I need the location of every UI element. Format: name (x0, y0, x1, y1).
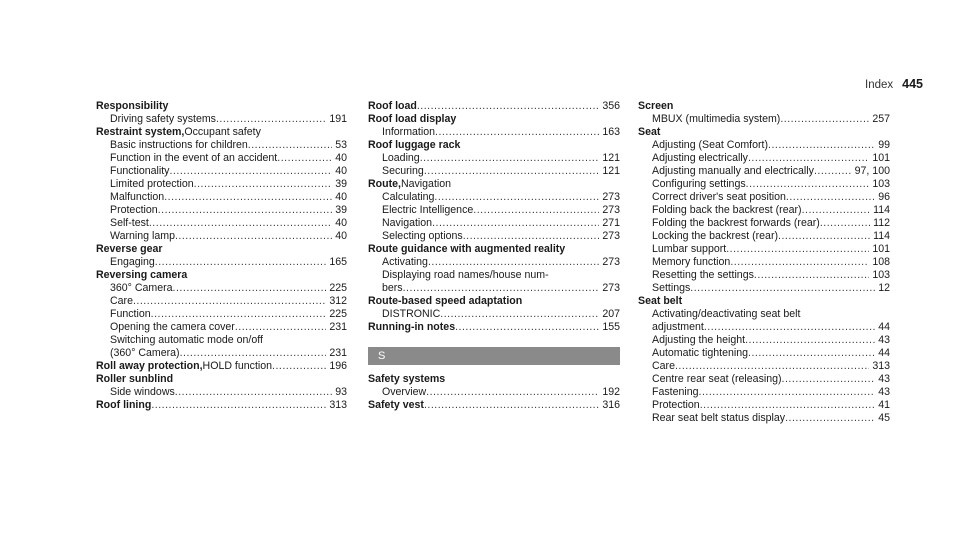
page-reference: 96 (878, 191, 890, 203)
index-subentry (638, 165, 890, 178)
index-subentry (96, 256, 347, 269)
page-reference: 112 (873, 217, 890, 229)
index-heading-line (96, 360, 347, 373)
index-subentry (96, 113, 347, 126)
leader-dots (745, 334, 875, 347)
leader-dots (235, 321, 326, 334)
leader-dots (746, 178, 870, 191)
leader-dots (175, 386, 332, 399)
index-heading-line (368, 295, 620, 308)
page-reference: 196 (329, 360, 347, 372)
subentry-text: Electric Intelligence (382, 204, 474, 216)
page-reference: 273 (602, 230, 620, 242)
leader-dots (730, 256, 869, 269)
index-headword: Roller sunblind (96, 373, 174, 385)
subentry-text: Adjusting electrically (652, 152, 748, 164)
page-reference: 103 (872, 178, 890, 190)
subentry-text: DISTRONIC (382, 308, 441, 320)
leader-dots (690, 282, 875, 295)
leader-dots (432, 217, 599, 230)
index-subentry (638, 269, 890, 282)
index-subentry (368, 230, 620, 243)
subentry-text: Selecting options (382, 230, 463, 242)
index-entry (96, 126, 347, 243)
subentry-text: Locking the backrest (rear) (652, 230, 779, 242)
index-subentry (368, 152, 620, 165)
page-reference: 121 (602, 152, 620, 164)
leader-dots (248, 139, 332, 152)
subentry-text: Information (382, 126, 435, 138)
subentry-text: Limited protection (110, 178, 194, 190)
page-reference: 40 (335, 165, 347, 177)
index-subentry (96, 386, 347, 399)
index-entry (368, 295, 620, 321)
page-reference: 165 (329, 256, 347, 268)
index-subentry (96, 295, 347, 308)
index-subentry (96, 217, 347, 230)
leader-dots (473, 204, 599, 217)
subentry-text: Care (110, 295, 133, 307)
leader-dots (435, 126, 599, 139)
page-reference: 39 (335, 204, 347, 216)
index-heading-line (368, 100, 620, 113)
index-subentry (96, 191, 347, 204)
leader-dots (786, 191, 875, 204)
index-heading-line (368, 321, 620, 334)
leader-dots (748, 152, 869, 165)
subentry-text: Driving safety systems (110, 113, 216, 125)
page-reference: 12 (878, 282, 890, 294)
index-subentry (638, 113, 890, 126)
index-subentry (96, 282, 347, 295)
subentry-text: Function (110, 308, 151, 320)
page-reference: 191 (329, 113, 347, 125)
page-reference: 271 (602, 217, 620, 229)
page-reference: 44 (878, 347, 890, 359)
page-reference: 121 (602, 165, 620, 177)
subentry-text: Switching automatic mode on/off (110, 334, 263, 346)
leader-dots (820, 217, 870, 230)
index-heading-line (368, 399, 620, 412)
index-subentry (638, 282, 890, 295)
index-heading-line (638, 295, 890, 308)
index-heading-line (368, 243, 620, 256)
page-reference: 273 (602, 256, 620, 268)
index-heading-line (96, 373, 347, 386)
page-reference: 108 (872, 256, 890, 268)
subentry-text: Opening the camera cover (110, 321, 235, 333)
leader-dots (780, 113, 869, 126)
subentry-text: Configuring settings (652, 178, 746, 190)
leader-dots (272, 360, 326, 373)
leader-dots (814, 165, 852, 178)
leader-dots (785, 412, 875, 425)
index-column-1 (96, 100, 347, 412)
index-subentry (638, 334, 890, 347)
leader-dots (428, 256, 599, 269)
subentry-text: Securing (382, 165, 424, 177)
index-headword: Seat belt (638, 295, 683, 307)
index-headword: Roof lining (96, 399, 152, 411)
index-heading-line (96, 126, 347, 139)
index-entry (96, 399, 347, 412)
page-reference: 40 (335, 152, 347, 164)
subentry-text: Folding the backrest forwards (rear) (652, 217, 820, 229)
index-entry (638, 295, 890, 425)
leader-dots (704, 321, 875, 334)
index-entry (368, 139, 620, 178)
page-reference: 192 (602, 386, 620, 398)
subentry-text: Malfunction (110, 191, 165, 203)
index-entry (96, 373, 347, 399)
page-reference: 44 (878, 321, 890, 333)
page-reference: 257 (872, 113, 890, 125)
index-subentry (638, 217, 890, 230)
leader-dots (802, 204, 871, 217)
section-letter: S (368, 347, 620, 365)
leader-dots (424, 399, 599, 412)
index-entry (96, 243, 347, 269)
leader-dots (277, 152, 332, 165)
subentry-text: Loading (382, 152, 420, 164)
page-reference: 356 (602, 100, 620, 112)
page-reference: 155 (602, 321, 620, 333)
index-heading-line (96, 399, 347, 412)
page-header (865, 77, 923, 91)
page-reference: 312 (329, 295, 347, 307)
page-reference: 43 (878, 334, 890, 346)
subentry-text: Protection (110, 204, 158, 216)
subentry-text: Adjusting manually and electrically (652, 165, 814, 177)
leader-dots (180, 347, 327, 360)
subentry-text: Functionality (110, 165, 170, 177)
leader-dots (748, 347, 875, 360)
page-reference: 40 (335, 191, 347, 203)
subentry-text: adjustment (652, 321, 704, 333)
index-subentry (638, 360, 890, 373)
index-subentry (638, 191, 890, 204)
index-entry (368, 243, 620, 295)
index-entry (368, 178, 620, 243)
index-heading-line (638, 126, 890, 139)
index-label: Index (865, 79, 894, 91)
subentry-text: Rear seat belt status display (652, 412, 786, 424)
page-reference: 53 (335, 139, 347, 151)
index-entry (96, 360, 347, 373)
index-entry (96, 269, 347, 360)
page-reference: 101 (872, 152, 890, 164)
subentry-text: Self-test (110, 217, 149, 229)
subentry-text: Centre rear seat (releasing) (652, 373, 782, 385)
index-subentry (368, 204, 620, 217)
index-subentry (96, 178, 347, 191)
index-subentry (96, 308, 347, 321)
subentry-text: Calculating (382, 191, 435, 203)
index-headword-qualifier: Occupant safety (184, 126, 261, 138)
index-subentry (638, 139, 890, 152)
page-reference: 225 (329, 282, 347, 294)
index-subentry (368, 217, 620, 230)
page-reference: 231 (329, 321, 347, 333)
index-headword: Route guidance with augmented reality (368, 243, 566, 255)
leader-dots (155, 256, 327, 269)
page-reference: 114 (873, 204, 890, 216)
subentry-text: Folding back the backrest (rear) (652, 204, 802, 216)
subentry-text: Fastening (652, 386, 699, 398)
index-subentry (96, 165, 347, 178)
index-headword: Screen (638, 100, 674, 112)
index-entry (368, 399, 620, 412)
leader-dots (149, 217, 332, 230)
leader-dots (700, 399, 876, 412)
leader-dots (440, 308, 599, 321)
leader-dots (216, 113, 326, 126)
index-subentry (96, 347, 347, 360)
index-headword: Safety vest (368, 399, 424, 411)
index-subentry (638, 243, 890, 256)
page-reference: 313 (872, 360, 890, 372)
page-reference: 41 (878, 399, 890, 411)
index-subentry (638, 204, 890, 217)
page-reference: 225 (329, 308, 347, 320)
page-reference: 93 (335, 386, 347, 398)
leader-dots (417, 100, 599, 113)
index-subentry (368, 269, 620, 282)
subentry-text: Lumbar support (652, 243, 727, 255)
leader-dots (434, 191, 599, 204)
subentry-text: Overview (382, 386, 427, 398)
page-reference: 273 (602, 282, 620, 294)
page-reference: 45 (878, 412, 890, 424)
subentry-text: bers (382, 282, 403, 294)
subentry-text: Resetting the settings (652, 269, 754, 281)
index-headword: Seat (638, 126, 661, 138)
leader-dots (726, 243, 869, 256)
index-subentry (638, 256, 890, 269)
page-reference: 273 (602, 204, 620, 216)
index-entry (638, 126, 890, 295)
subentry-text: Settings (652, 282, 691, 294)
index-subentry (638, 386, 890, 399)
page-reference: 163 (602, 126, 620, 138)
subentry-text: Side windows (110, 386, 175, 398)
index-subentry (638, 152, 890, 165)
index-headword: Running-in notes (368, 321, 456, 333)
index-subentry (368, 191, 620, 204)
subentry-text: Automatic tightening (652, 347, 748, 359)
index-subentry (368, 165, 620, 178)
index-heading-line (368, 139, 620, 152)
leader-dots (420, 152, 600, 165)
leader-dots (158, 204, 333, 217)
subentry-text: Engaging (110, 256, 155, 268)
leader-dots (169, 165, 332, 178)
leader-dots (768, 139, 875, 152)
index-headword: Roof load (368, 100, 417, 112)
subentry-text: Correct driver's seat position (652, 191, 786, 203)
leader-dots (173, 282, 327, 295)
subentry-text: Protection (652, 399, 700, 411)
index-heading-line (638, 100, 890, 113)
index-subentry (368, 282, 620, 295)
index-subentry (368, 386, 620, 399)
index-subentry (96, 230, 347, 243)
index-subentry (96, 152, 347, 165)
index-subentry (96, 321, 347, 334)
page-reference: 103 (872, 269, 890, 281)
leader-dots (455, 321, 599, 334)
leader-dots (699, 386, 876, 399)
subentry-text: Adjusting (Seat Comfort) (652, 139, 768, 151)
leader-dots (151, 399, 326, 412)
index-headword-qualifier: Navigation (400, 178, 452, 190)
index-entry (368, 113, 620, 139)
index-entry (638, 100, 890, 126)
page-reference: 40 (335, 230, 347, 242)
page-reference: 313 (329, 399, 347, 411)
subentry-text: Displaying road names/house num- (382, 269, 549, 281)
index-entry (368, 373, 620, 399)
index-column-3 (638, 100, 890, 425)
subentry-text: Memory function (652, 256, 731, 268)
index-subentry (638, 308, 890, 321)
index-heading-line (96, 243, 347, 256)
index-subentry (368, 126, 620, 139)
page-reference: 43 (878, 386, 890, 398)
leader-dots (424, 165, 600, 178)
leader-dots (426, 386, 599, 399)
leader-dots (164, 191, 332, 204)
page-reference: 40 (335, 217, 347, 229)
index-headword: Restraint system, (96, 126, 185, 138)
page-reference: 231 (329, 347, 347, 359)
subentry-text: Activating (382, 256, 428, 268)
leader-dots (175, 230, 332, 243)
index-subentry (96, 204, 347, 217)
leader-dots (463, 230, 600, 243)
index-entry (96, 100, 347, 126)
index-subentry (96, 334, 347, 347)
subentry-text: MBUX (multimedia system) (652, 113, 781, 125)
index-headword: Reversing camera (96, 269, 188, 281)
page-reference: 43 (878, 373, 890, 385)
index-entry (368, 100, 620, 113)
index-subentry (638, 373, 890, 386)
page-reference: 114 (873, 230, 890, 242)
subentry-text: Basic instructions for children (110, 139, 248, 151)
index-subentry (638, 178, 890, 191)
page-reference: 316 (602, 399, 620, 411)
page-reference: 99 (878, 139, 890, 151)
leader-dots (778, 230, 870, 243)
index-headword: Reverse gear (96, 243, 163, 255)
leader-dots (782, 373, 876, 386)
leader-dots (675, 360, 869, 373)
page-reference: 101 (872, 243, 890, 255)
index-subentry (96, 139, 347, 152)
index-subentry (638, 412, 890, 425)
leader-dots (133, 295, 326, 308)
index-headword: Roof load display (368, 113, 457, 125)
leader-dots (403, 282, 600, 295)
index-heading-line (368, 178, 620, 191)
index-entry (368, 321, 620, 334)
leader-dots (754, 269, 869, 282)
index-headword: Responsibility (96, 100, 169, 112)
index-subentry (368, 308, 620, 321)
subentry-text: Navigation (382, 217, 433, 229)
index-subentry (638, 321, 890, 334)
page-reference: 97, 100 (854, 165, 890, 177)
subentry-text: (360° Camera) (110, 347, 180, 359)
index-headword: Roll away protection, (96, 360, 203, 372)
index-heading-line (96, 100, 347, 113)
leader-dots (194, 178, 333, 191)
subentry-text: Warning lamp (110, 230, 175, 242)
index-subentry (638, 230, 890, 243)
index-headword: Route, (368, 178, 401, 190)
index-headword: Roof luggage rack (368, 139, 461, 151)
index-subentry (368, 256, 620, 269)
index-subentry (638, 347, 890, 360)
page-reference: 273 (602, 191, 620, 203)
index-heading-line (368, 113, 620, 126)
subentry-text: Adjusting the height (652, 334, 746, 346)
index-headword: Safety systems (368, 373, 446, 385)
index-headword: Route-based speed adaptation (368, 295, 523, 307)
page-reference: 39 (335, 178, 347, 190)
index-headword-qualifier: HOLD function (202, 360, 273, 372)
subentry-text: Activating/deactivating seat belt (652, 308, 801, 320)
subentry-text: Function in the event of an accident (110, 152, 278, 164)
page-number: 445 (902, 77, 923, 91)
index-heading-line (368, 373, 620, 386)
index-column-2 (368, 100, 620, 412)
index-heading-line (96, 269, 347, 282)
leader-dots (151, 308, 327, 321)
subentry-text: Care (652, 360, 675, 372)
subentry-text: 360° Camera (110, 282, 173, 294)
page-reference: 207 (602, 308, 620, 320)
index-subentry (638, 399, 890, 412)
